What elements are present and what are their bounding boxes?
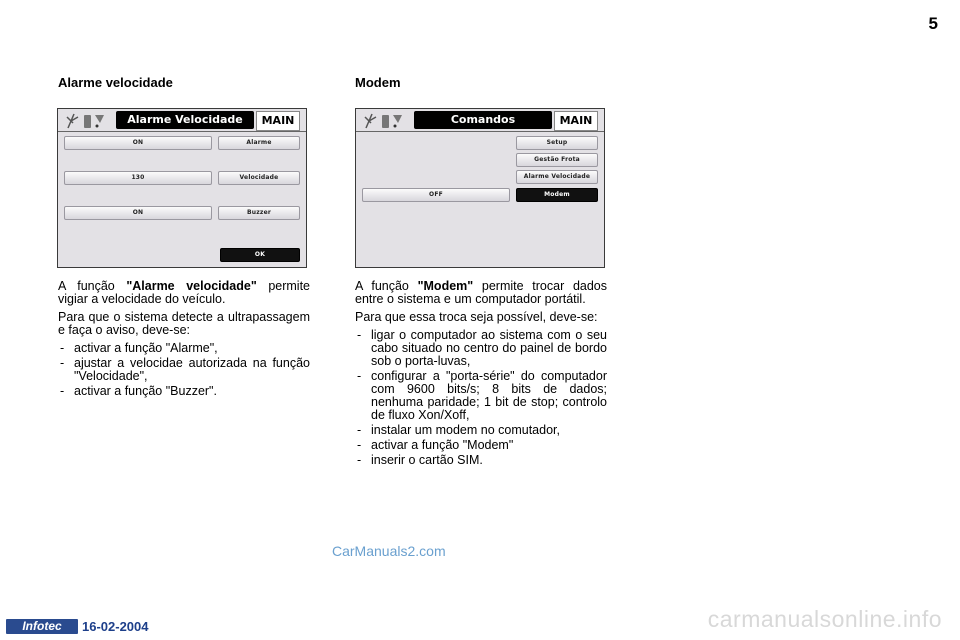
modem-instructions-intro: Para que essa troca seja possível, deve-se: xyxy=(355,310,598,324)
gestao-frota-menu-item[interactable]: Gestão Frota xyxy=(516,153,598,167)
setup-menu-item[interactable]: Setup xyxy=(516,136,598,150)
velocidade-value-button[interactable]: 130 xyxy=(64,171,212,185)
function-name: "Alarme velocidade" xyxy=(126,279,257,293)
list-item: - instalar um modem no comutador, xyxy=(355,424,607,437)
modem-intro xyxy=(355,280,607,306)
intro-text-end: permite trocar dados entre o sistema e um computador portátil. xyxy=(355,279,608,306)
section-title-modem: Modem xyxy=(355,75,401,90)
alarme-instructions-intro: Para que o sistema detecte a ultrapassagem e faça o aviso, deve-se: xyxy=(58,310,310,337)
list-item: - configurar a "porta-série" do computador com 9600 bits/s; 8 bits de dados; nenhuma paridade; 1 bit de stop; controlo de fluxo Xon/Xoff, xyxy=(355,370,607,422)
modem-description xyxy=(355,280,607,469)
function-name: "Modem" xyxy=(417,279,474,293)
ok-button[interactable]: OK xyxy=(220,248,300,262)
list-item: - activar a função "Alarme", xyxy=(58,342,310,355)
header-divider xyxy=(58,131,306,132)
intro-text-end: permite vigiar a velocidade do veículo. xyxy=(58,279,311,306)
page-number: 5 xyxy=(928,14,938,33)
list-item: - ligar o computador ao sistema com o seu cabo situado no centro do painel de bordo sob o porta-luvas, xyxy=(355,329,607,368)
intro-text: A função xyxy=(355,279,418,293)
buzzer-value-button[interactable]: ON xyxy=(64,206,212,220)
alarme-description xyxy=(58,280,310,400)
modem-steps xyxy=(355,329,607,467)
velocidade-button[interactable]: Velocidade xyxy=(218,171,300,185)
comandos-screen xyxy=(355,108,605,268)
buzzer-button[interactable]: Buzzer xyxy=(218,206,300,220)
list-item: - activar a função "Buzzer". xyxy=(58,385,310,398)
screen-header xyxy=(356,109,604,131)
screen-title-tab: Comandos xyxy=(414,111,552,129)
intro-text: A função xyxy=(58,279,127,293)
main-button[interactable]: MAIN xyxy=(256,111,300,131)
infotec-logo: Infotec xyxy=(6,619,78,634)
footer-site-watermark: carmanualsonline.info xyxy=(707,606,942,632)
antenna-phone-icon xyxy=(64,111,110,130)
screen-header xyxy=(58,109,306,131)
footer-date: 16-02-2004 xyxy=(82,619,149,634)
header-divider xyxy=(356,131,604,132)
modem-menu-item[interactable]: Modem xyxy=(516,188,598,202)
alarme-button[interactable]: Alarme xyxy=(218,136,300,150)
main-button[interactable]: MAIN xyxy=(554,111,598,131)
section-title-alarme: Alarme velocidade xyxy=(58,75,173,90)
alarme-intro xyxy=(58,280,310,306)
alarme-screen xyxy=(57,108,307,268)
alarme-value-button[interactable]: ON xyxy=(64,136,212,150)
watermark-link[interactable]: CarManuals2.com xyxy=(332,543,446,559)
screen-title-tab: Alarme Velocidade xyxy=(116,111,254,129)
antenna-phone-icon xyxy=(362,111,408,130)
alarme-steps xyxy=(58,342,310,398)
modem-off-button[interactable]: OFF xyxy=(362,188,510,202)
list-item: - inserir o cartão SIM. xyxy=(355,454,607,467)
list-item: - activar a função "Modem" xyxy=(355,439,607,452)
list-item: - ajustar a velocidae autorizada na função "Velocidade", xyxy=(58,357,310,383)
alarme-velocidade-menu-item[interactable]: Alarme Velocidade xyxy=(516,170,598,184)
